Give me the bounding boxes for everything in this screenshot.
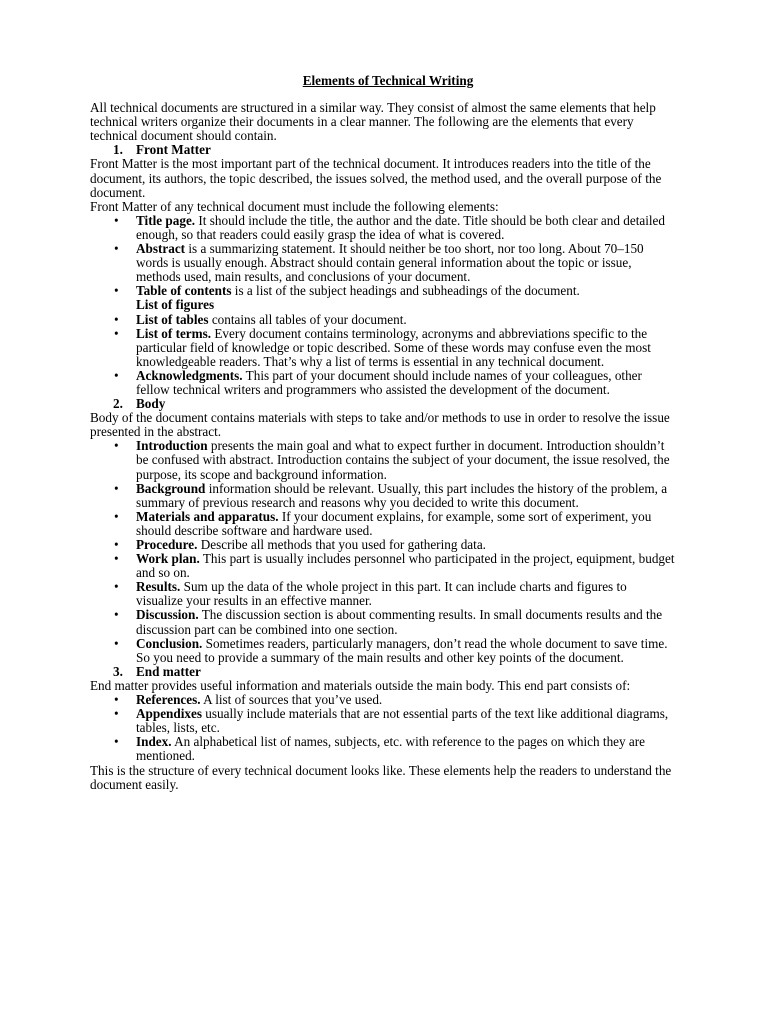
section-heading: 3. End matter [113,663,201,679]
bullet-icon: • [114,579,119,595]
bullet-icon: • [114,734,119,750]
body-list [90,439,676,665]
bullet-icon: • [114,367,119,383]
list-item: • List of tables contains all tables of your document. [114,311,407,327]
list-item: • Title page. It should include the title, the author and the date. Title should be both clear and detailed enough, so that readers could easily grasp the idea of what is covered. [114,212,665,242]
document-title: Elements of Technical Writing [302,73,474,88]
section-paragraph: Body of the document contains materials with steps to take and/or methods to use in order to resolve the issue presented in the abstract. [90,410,670,440]
bullet-icon: • [114,212,119,228]
section-heading: 1. Front Matter [113,142,211,158]
closing-paragraph: This is the structure of every technical document looks like. These elements help the readers to understand the document easily. [90,762,672,792]
list-item: • References. A list of sources that you’ve used. [114,692,383,708]
list-item: • List of terms. Every document contains terminology, acronyms and abbreviations specific to the particular field of knowledge or topic described. Some of these words may confuse even the most knowledgeable readers. That’s why a list of terms is essential in any technical document. [114,325,651,369]
bullet-icon: • [114,607,119,623]
section-heading: 2. Body [113,396,166,412]
list-item: • Appendixes usually include materials that are not essential parts of the text like additional diagrams, tables, lists, etc. [114,706,669,736]
list-item: • Acknowledgments. This part of your document should include names of your colleagues, other fellow technical writers and programmers who assisted the development of the document. [114,367,642,397]
bullet-icon: • [114,508,119,524]
bullet-icon: • [114,283,119,299]
list-item: • Discussion. The discussion section is about commenting results. In small documents results and the discussion part can be combined into one section. [114,607,663,637]
list-item: • Conclusion. Sometimes readers, particularly managers, don’t read the whole document to save time. So you need to provide a summary of the main results and other key points of the document. [114,635,668,665]
list-item: • Procedure. Describe all methods that you used for gathering data. [114,537,486,552]
list-item: • Work plan. This part is usually includes personnel who participated in the project, equipment, budget and so on. [114,551,675,581]
list-item: • Results. Sum up the data of the whole project in this part. It can include charts and figures to visualize your results in an effective manner. [114,579,627,609]
list-item: • Abstract is a summarizing statement. It should neither be too short, nor too long. About 70–150 words is usually enough. Abstract should contain general information about the topic or issue, methods used, main results, and conclusions of your document. [114,241,644,285]
bullet-icon: • [114,241,119,257]
bullet-icon: • [114,311,119,327]
list-item: • Table of contents is a list of the subject headings and subheadings of the document. List of figures [114,283,580,313]
section-paragraph: Front Matter is the most important part of the technical document. It introduces readers into the title of the document, its authors, the topic described, the issues solved, the method used, and the overall purpose of the document. [90,156,662,200]
section-paragraph: Front Matter of any technical document must include the following elements: [90,198,499,214]
list-item: • Index. An alphabetical list of names, subjects, etc. with reference to the pages on which they are mentioned. [114,734,646,764]
document-body [90,74,676,792]
end-matter-list [90,693,676,763]
bullet-icon: • [114,438,119,454]
bullet-icon: • [114,692,119,708]
list-item: • Introduction presents the main goal and what to expect further in document. Introduction shouldn’t be confused with abstract. Introduction contains the subject of your document, the issue resolved, the purpose, its scope and background information. [114,438,670,482]
bullet-icon: • [114,551,119,567]
bullet-icon: • [114,325,119,341]
intro-paragraph: All technical documents are structured in a similar way. They consist of almost the same elements that help technical writers organize their documents in a clear manner. The following are the elements that every technical document should contain. [90,100,656,144]
bullet-icon: • [114,537,119,552]
section-paragraph: End matter provides useful information and materials outside the main body. This end part consists of: [90,677,631,693]
list-of-figures-label: List of figures [136,297,215,313]
list-item: • Background information should be relevant. Usually, this part includes the history of the problem, a summary of previous research and reasons why you decided to write this document. [114,480,668,510]
front-matter-list [90,214,676,397]
list-item: • Materials and apparatus. If your document explains, for example, some sort of experiment, you should describe software and hardware used. [114,508,652,538]
bullet-icon: • [114,480,119,496]
bullet-icon: • [114,635,119,651]
bullet-icon: • [114,706,119,722]
